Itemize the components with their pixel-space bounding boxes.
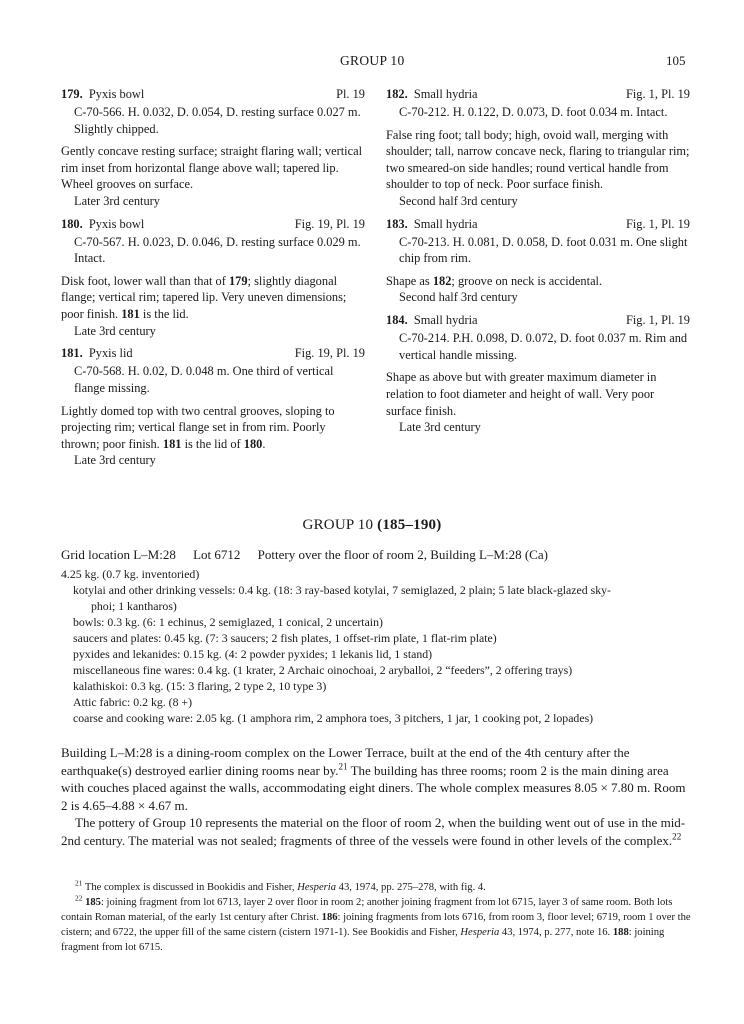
entry-number: 184. [386,313,408,328]
entry-reference: Pl. 19 [336,87,365,101]
catalogue-column-right [386,86,690,442]
running-head: GROUP 10 [340,53,405,68]
entry-number: 182. [386,87,408,101]
entry-number: 181. [61,346,83,361]
body-text [61,744,693,849]
entry-name: Pyxis lid [88,346,133,361]
entry-description: Shape as 182; groove on neck is accidental. [386,273,603,288]
entry-name: Pyxis bowl [88,216,145,231]
catalogue-entry-181 [61,345,365,469]
inventory-row-attic: Attic fabric: 0.2 kg. (8 +) [73,695,193,710]
pottery-inventory [61,566,693,726]
cross-ref-179: 179 [228,273,248,288]
entry-description: Disk foot, lower wall than that of 179; slightly diagonal flange; vertical rim; tapered lip. Very uneven dimensions; poor finish. 181 is the lid. [61,273,347,322]
entry-date: Later 3rd century [74,194,161,209]
cross-ref-180: 180 [243,436,263,451]
entry-heading [61,86,365,104]
entry-heading [386,86,690,104]
cross-ref-181: 181 [121,307,140,322]
inventory-total: 4.25 kg. (0.7 kg. inventoried) [61,567,200,581]
entry-description: False ring foot; tall body; high, ovoid wall, merging with shoulder; tall, narrow concave neck, flaring to triangular rim; two smeared-on side handles; round vertical handle from shoulder to top of neck. Poor surface finish. [386,127,690,192]
inventory-row-pyxides: pyxides and lekanides: 0.15 kg. (4: 2 powder pyxides; 1 lekanis lid, 1 stand) [73,647,433,662]
footnotes [61,880,693,955]
grid-location: Grid location L–M:28 [61,547,176,562]
body-paragraph-1: Building L–M:28 is a dining-room complex on the Lower Terrace, built at the end of the 4th century after the earthquake(s) destroyed earlier dining rooms near by.$^{21}$ The building has three rooms; room 2 is the main dining area with couches placed against the walls, accommodating eight diners. The whole complex measures 8.05 × 7.80 m. Room 2 is 4.65–4.88 × 4.67 m. [61,745,686,813]
entry-reference: Fig. 19, Pl. 19 [294,216,365,231]
entry-date: Late 3rd century [74,323,156,338]
entry-inventory: C-70-214. P.H. 0.098, D. 0.072, D. foot 0.037 m. Rim and vertical handle missing. [399,331,688,362]
group-heading [0,515,744,535]
entry-inventory: C-70-566. H. 0.032, D. 0.054, D. resting surface 0.027 m. Slightly chipped. [74,105,361,136]
entry-heading [61,345,365,363]
entry-name: Small hydria [413,87,478,101]
entry-reference: Fig. 19, Pl. 19 [294,346,365,361]
inventory-row-saucers: saucers and plates: 0.45 kg. (7: 3 saucers; 2 fish plates, 1 offset-rim plate, 1 flat-rim plate) [73,631,497,646]
footnote-ref-22: 22 [672,831,682,842]
entry-inventory: C-70-568. H. 0.02, D. 0.048 m. One third of vertical flange missing. [74,364,334,395]
body-paragraph-2: The pottery of Group 10 represents the material on the floor of room 2, when the building went out of use in the mid-2nd century. The material was not sealed; fragments of three of the vessels were found in other levels of the complex.$^{22}$ [61,815,686,848]
entry-date: Second half 3rd century [399,290,518,305]
entry-description: Shape as above but with greater maximum diameter in relation to foot diameter and height of wall. Very poor surface finish. [386,370,657,418]
entry-reference: Fig. 1, Pl. 19 [625,313,690,328]
inventory-row-kotylai: kotylai and other drinking vessels: 0.4 kg. (18: 3 ray-based kotylai, 7 semiglazed, 2 plain; 5 late black-glazed sky- [73,583,611,598]
entry-number: 179. [61,87,83,101]
inventory-row-coarse: coarse and cooking ware: 2.05 kg. (1 amphora rim, 2 amphora toes, 3 pitchers, 1 jar, 1 cooking pot, 2 lopades) [73,711,594,726]
entry-name: Pyxis bowl [88,87,145,101]
entry-heading [386,216,690,234]
entry-date: Late 3rd century [399,420,481,435]
footnote-ref-21: 21 [338,761,348,772]
entry-reference: Fig. 1, Pl. 19 [625,216,690,231]
entry-inventory: C-70-212. H. 0.122, D. 0.073, D. foot 0.034 m. Intact. [399,105,668,119]
cross-ref-182: 182 [432,273,452,288]
entry-heading [61,216,365,234]
entry-number: 183. [386,216,408,231]
inventory-row-kalathiskoi: kalathiskoi: 0.3 kg. (15: 3 flaring, 2 type 2, 10 type 3) [73,679,327,694]
lot-number: Lot 6712 [193,547,241,562]
entry-inventory: C-70-567. H. 0.023, D. 0.046, D. resting surface 0.029 m. Intact. [74,234,361,266]
entry-inventory: C-70-213. H. 0.081, D. 0.058, D. foot 0.031 m. One slight chip from rim. [399,234,688,266]
grid-location-line [61,546,562,563]
inventory-row-bowls: bowls: 0.3 kg. (6: 1 echinus, 2 semiglazed, 1 conical, 2 uncertain) [73,615,383,630]
entry-date: Second half 3rd century [399,194,518,209]
entry-description: Gently concave resting surface; straight flaring wall; vertical rim inset from horizontal flange above wall; tapered lip. Wheel grooves on surface. [61,144,363,192]
inventory-row-continuation: phoi; 1 kantharos) [91,599,177,614]
page-number: 105 [666,53,686,68]
entry-description: Lightly domed top with two central grooves, sloping to projecting rim; vertical flange set in from rim. Poorly thrown; poor finish. 181 is the lid of 180. [61,403,335,451]
entry-name: Small hydria [413,216,478,231]
cross-ref-181: 181 [162,436,182,451]
entry-number: 180. [61,216,83,231]
entry-name: Small hydria [413,313,478,328]
inventory-row-misc: miscellaneous fine wares: 0.4 kg. (1 krater, 2 Archaic oinochoai, 2 aryballoi, 2 “feeders”, 2 offering trays) [73,663,573,678]
group-description: Pottery over the floor of room 2, Building L–M:28 (Ca) [257,547,548,562]
catalogue-entry-182 [386,86,690,210]
entry-heading [386,312,690,330]
group-range: (185–190) [377,517,442,533]
entry-reference: Fig. 1, Pl. 19 [625,87,690,101]
footnote-21: $^{21}$ The complex is discussed in Bookidis and Fisher, Hesperia 43, 1974, pp. 275–278, with fig. 4. [75,878,486,893]
catalogue-entry-179 [61,86,365,210]
catalogue-column-left [61,86,365,475]
entry-date: Late 3rd century [74,453,156,468]
catalogue-entry-180 [61,216,365,340]
footnote-22: $^{22}$ 185: joining fragment from lot 6713, layer 2 over floor in room 2; another joining fragment from lot 6715, layer 3 of same room. Both lots contain Roman material, of the early 1st century after Christ. 186: joining fragments from lots 6716, from room 3, floor level; 6719, room 1 over the cistern; and 6722, the upper fill of the same cistern (cistern 1971-1). See Bookidis and Fisher, Hesperia 43, 1974, p. 277, note 16. 188: joining fragment from lot 6715. [61,893,691,954]
group-title: GROUP 10 [302,517,378,533]
catalogue-entry-184 [386,312,690,436]
catalogue-entry-183 [386,216,690,306]
